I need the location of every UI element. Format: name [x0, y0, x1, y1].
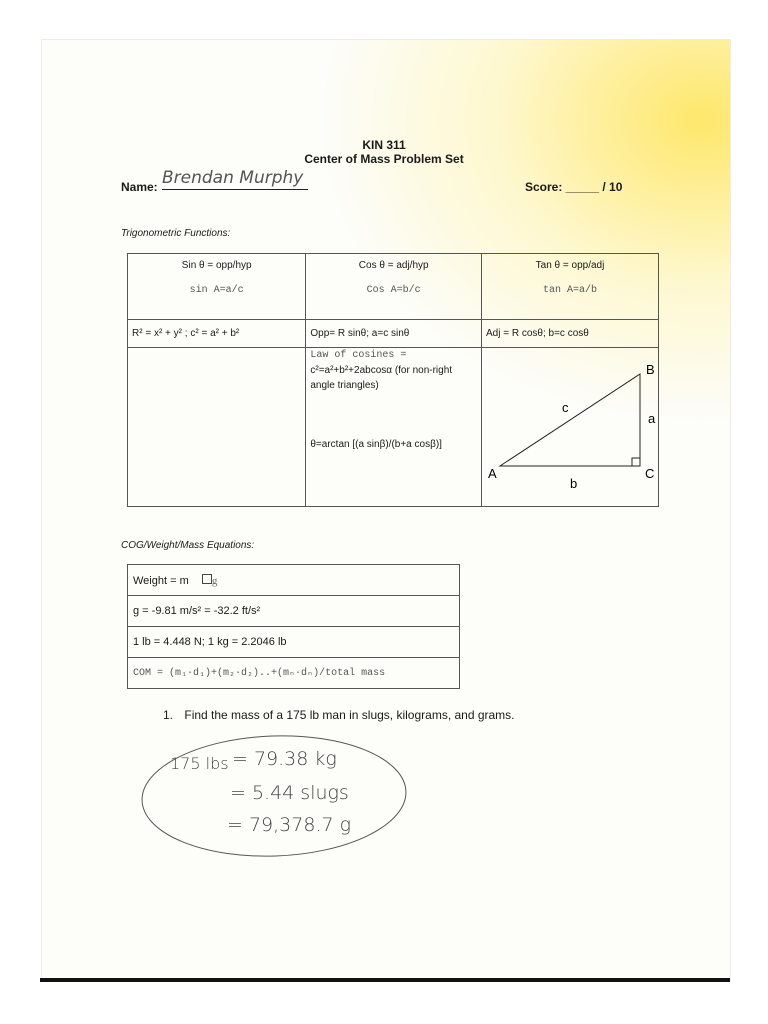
- pythagorean-cell: R² = x² + y² ; c² = a² + b²: [128, 320, 306, 348]
- arctan-formula: θ=arctan [(a sinβ)/(b+a cosβ)]: [310, 439, 442, 450]
- answer-slugs: = 5.44 slugs: [230, 782, 349, 804]
- weight-suffix: g: [211, 574, 218, 587]
- empty-cell: [128, 348, 306, 507]
- vertex-b-label: B: [646, 362, 655, 377]
- cog-table: [127, 564, 460, 689]
- page-title: Center of Mass Problem Set: [304, 152, 464, 166]
- sin-cell: [128, 254, 306, 320]
- conversion-cell: 1 lb = 4.448 N; 1 kg = 2.2046 lb: [128, 627, 460, 658]
- law-label: Law of cosines =: [310, 350, 407, 361]
- weight-cell: [128, 565, 460, 596]
- sin-definition: Sin θ = opp/hyp: [181, 260, 252, 271]
- side-a-label: a: [648, 411, 656, 426]
- cos-formula: Cos A=b/c: [366, 285, 421, 296]
- answer-kilograms: = 79.38 kg: [232, 748, 337, 770]
- triangle-cell: [482, 348, 659, 507]
- vertex-c-label: C: [645, 466, 655, 481]
- weight-formula: Weight = m: [133, 574, 189, 587]
- cog-heading: COG/Weight/Mass Equations:: [121, 540, 255, 551]
- sin-formula: sin A=a/c: [189, 285, 244, 296]
- trig-table: [127, 253, 659, 507]
- opposite-cell: Opp= R sinθ; a=c sinθ: [306, 320, 482, 348]
- tan-definition: Tan θ = opp/adj: [535, 260, 605, 271]
- cos-cell: [306, 254, 482, 320]
- student-name: Brendan Murphy: [162, 168, 308, 190]
- cos-definition: Cos θ = adj/hyp: [358, 260, 429, 271]
- name-label: Name:: [121, 180, 158, 194]
- placeholder-box-icon: [202, 574, 212, 584]
- desk-edge: [40, 978, 730, 982]
- side-c-label: c: [562, 400, 569, 415]
- right-triangle-diagram: [482, 348, 658, 506]
- side-b-label: b: [570, 476, 578, 491]
- score-field: Score: _____ / 10: [525, 180, 623, 194]
- right-angle-mark: [632, 458, 640, 466]
- vertex-a-label: A: [488, 466, 497, 481]
- tan-cell: [482, 254, 659, 320]
- law-formula: c²=a²+b²+2abcosα (for non-right angle triangles): [310, 365, 453, 391]
- answer-lead: 175 lbs: [170, 754, 229, 773]
- adjacent-cell: Adj = R cosθ; b=c cosθ: [482, 320, 659, 348]
- answer-grams: = 79,378.7 g: [227, 814, 352, 836]
- tan-formula: tan A=a/b: [542, 285, 597, 296]
- com-cell: COM = (m₁·d₁)+(m₂·d₂)..+(mₙ·dₙ)/total mass: [128, 658, 460, 689]
- trig-heading: Trigonometric Functions:: [121, 228, 231, 239]
- law-of-cosines-cell: [306, 348, 482, 507]
- triangle-shape: [500, 374, 640, 466]
- gravity-cell: g = -9.81 m/s² = -32.2 ft/s²: [128, 596, 460, 627]
- question-text: Find the mass of a 175 lb man in slugs, kilograms, and grams.: [184, 708, 515, 722]
- question-1: [163, 708, 515, 722]
- course-code: KIN 311: [362, 138, 406, 152]
- question-number: 1.: [163, 708, 174, 722]
